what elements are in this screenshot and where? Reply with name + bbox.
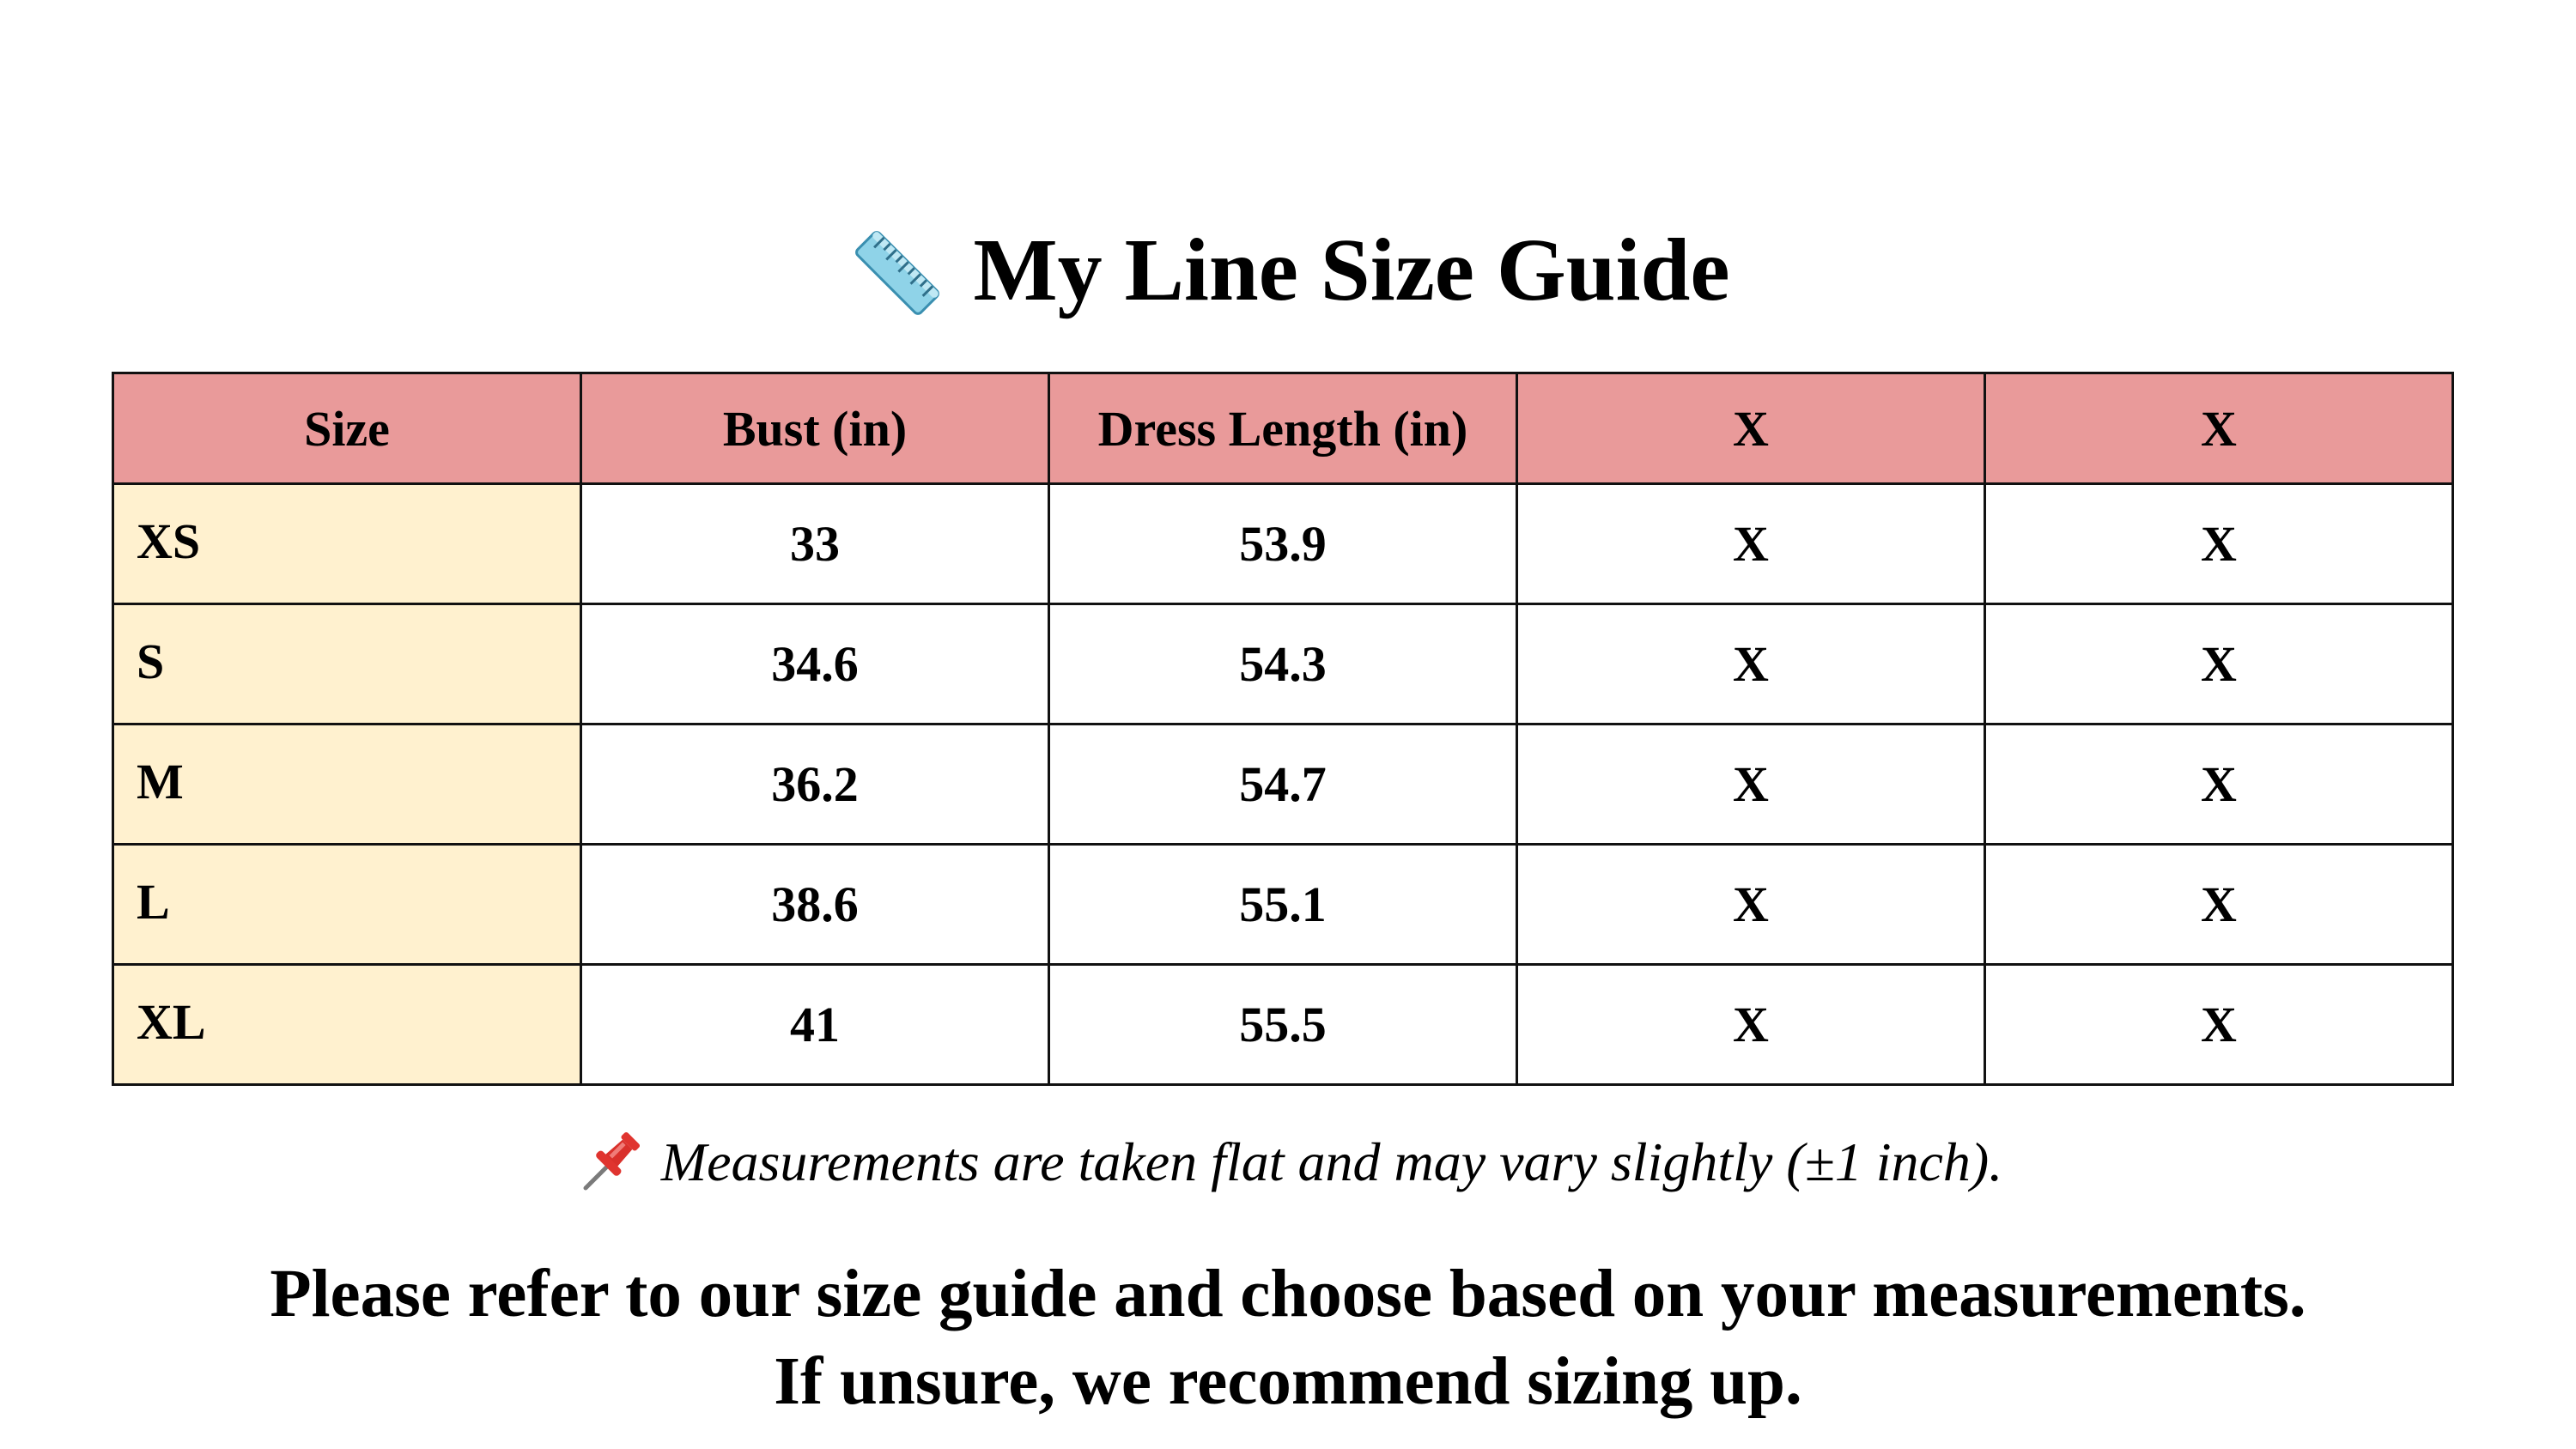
column-header-dress-length: Dress Length (in) [1049, 373, 1517, 484]
dress-length-cell: 55.5 [1049, 965, 1517, 1085]
dress-length-cell: 53.9 [1049, 484, 1517, 604]
column-header-size: Size [113, 373, 581, 484]
table-row [113, 484, 2453, 604]
page-title: My Line Size Guide [973, 221, 1730, 319]
table-header-row [113, 373, 2453, 484]
x-cell: X [1985, 965, 2453, 1085]
column-header-x: X [1985, 373, 2453, 484]
x-cell: X [1517, 604, 1985, 724]
x-cell: X [1517, 845, 1985, 965]
bust-cell: 34.6 [581, 604, 1049, 724]
dress-length-cell: 55.1 [1049, 845, 1517, 965]
column-header-x: X [1517, 373, 1985, 484]
dress-length-cell: 54.3 [1049, 604, 1517, 724]
table-row [113, 845, 2453, 965]
title-row [0, 206, 2576, 335]
pushpin-icon [574, 1126, 646, 1198]
size-cell: S [113, 604, 581, 724]
bust-cell: 33 [581, 484, 1049, 604]
x-cell: X [1985, 484, 2453, 604]
note-text: Measurements are taken flat and may vary slightly (±1 inch). [660, 1131, 2003, 1192]
bust-cell: 41 [581, 965, 1049, 1085]
recommendation-line-2: If unsure, we recommend sizing up. [774, 1344, 1802, 1419]
size-cell: XL [113, 965, 581, 1085]
bust-cell: 36.2 [581, 724, 1049, 845]
dress-length-cell: 54.7 [1049, 724, 1517, 845]
column-header-bust: Bust (in) [581, 373, 1049, 484]
bust-cell: 38.6 [581, 845, 1049, 965]
size-cell: XS [113, 484, 581, 604]
table-row [113, 724, 2453, 845]
x-cell: X [1517, 484, 1985, 604]
recommendation-line-1: Please refer to our size guide and choose based on your measurements. [270, 1257, 2306, 1331]
x-cell: X [1985, 845, 2453, 965]
table-row [113, 604, 2453, 724]
x-cell: X [1517, 965, 1985, 1085]
x-cell: X [1985, 724, 2453, 845]
measurement-note [0, 1119, 2576, 1205]
x-cell: X [1985, 604, 2453, 724]
size-cell: M [113, 724, 581, 845]
x-cell: X [1517, 724, 1985, 845]
ruler-icon [846, 221, 949, 324]
size-table [112, 372, 2454, 1086]
size-cell: L [113, 845, 581, 965]
table-row [113, 965, 2453, 1085]
